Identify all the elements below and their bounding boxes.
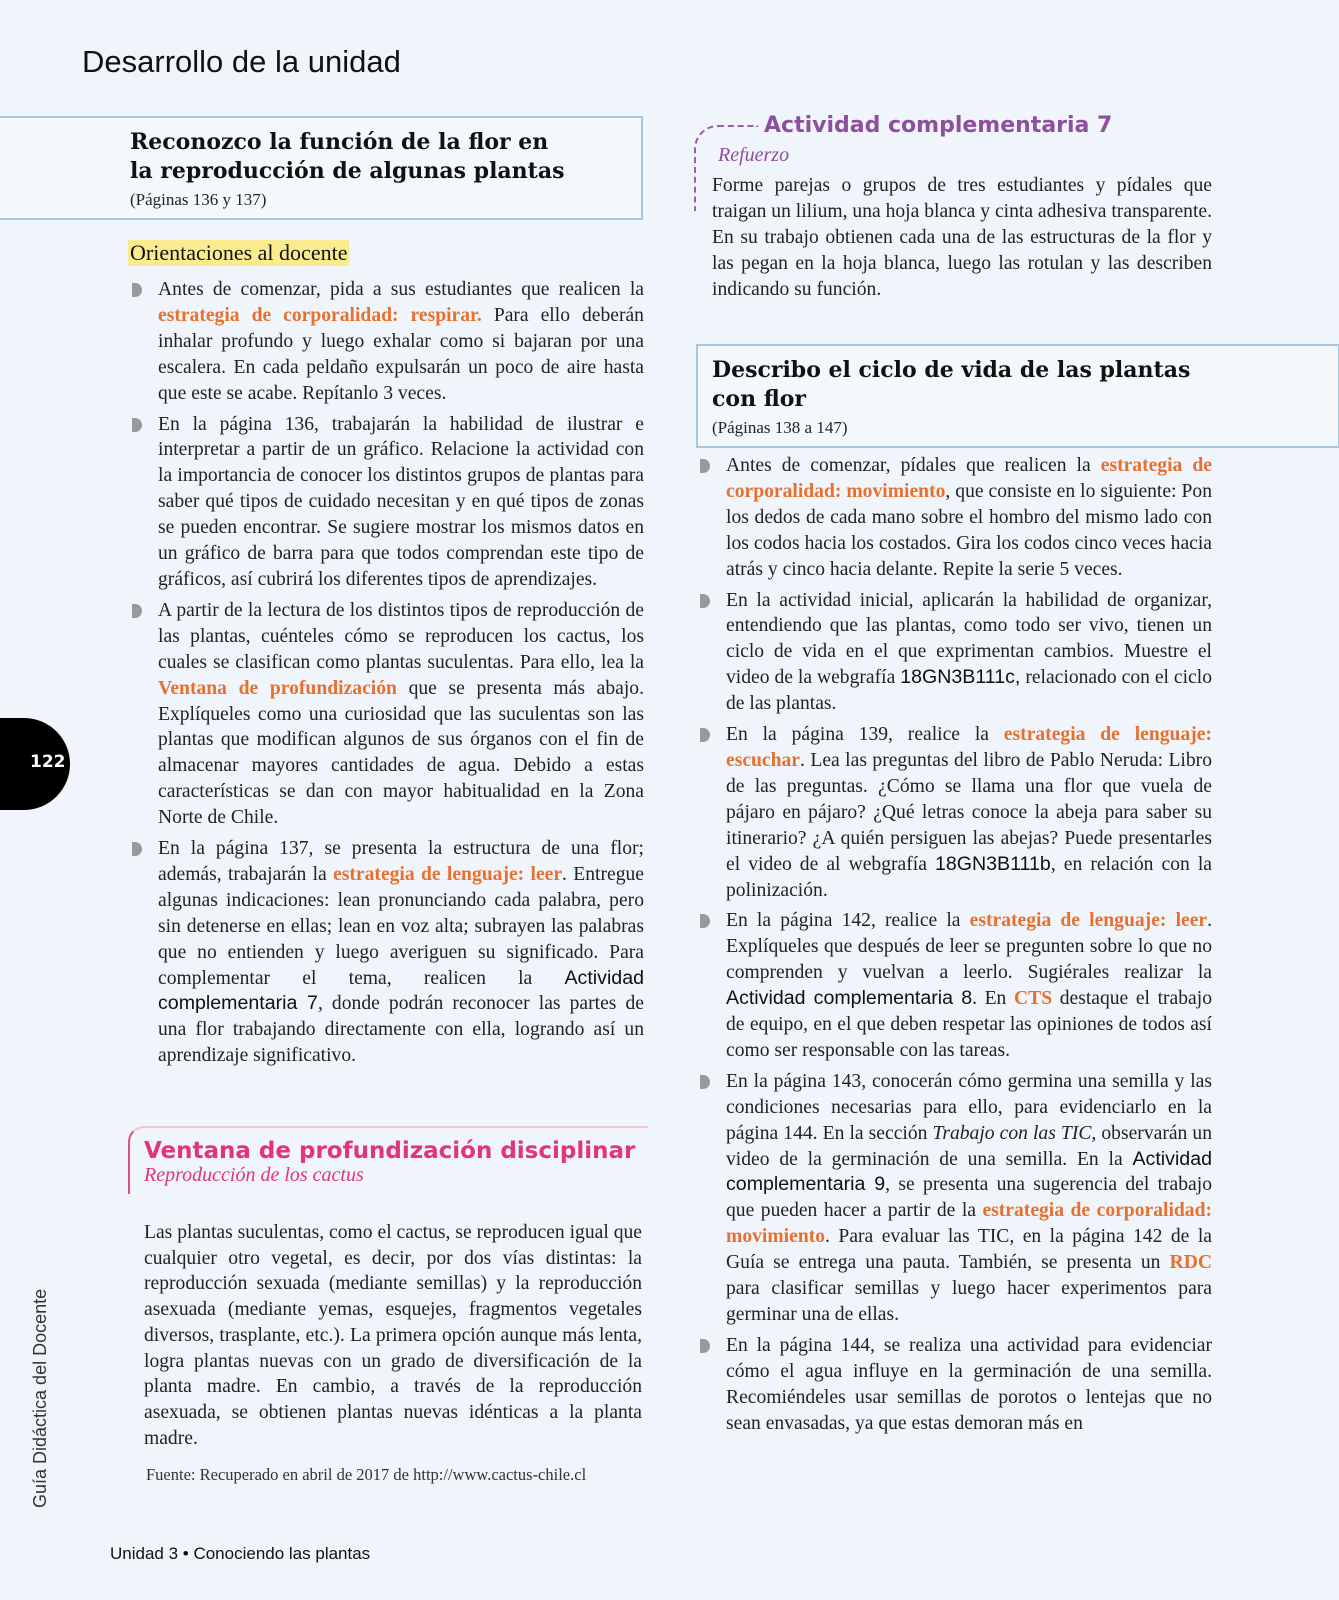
list-item: En la página 136, trabajarán la habilidad de ilustrar e interpretar a partir de un gráfico. Relacione la actividad con la importancia de conocer los distintos grupos de plantas para saber qué tipos de cuidado necesitan y en qué tipos de zonas se pueden encontrar. Se sugiere mostrar los mismos datos en un gráfico de barra para que todos comprendan este tipo de gráficos, así cubrirá los diferentes tipos de aprendizajes. [128,412,644,593]
bullet-icon [132,283,142,297]
section-2-title-line-1: Describo el ciclo de vida de las plantas [712,357,1191,383]
list-item: En la página 143, conocerán cómo germina una semilla y las condiciones necesarias para ello, para evidenciarlo en la página 144. En la sección Trabajo con las TIC, observarán un video de la germinación de una semilla. En la Actividad complementaria 9, se presenta una sugerencia del trabajo que pueden hacer a partir de la estrategia de corporalidad: movimiento. Para evaluar las TIC, en la página 142 de la Guía se entrega una pauta. También, se presenta un RDC para clasificar semillas y luego hacer experimentos para germinar una de ellas. [696,1069,1212,1328]
ventana-profundizacion [128,1126,648,1484]
strategy-highlight: estrategia de lenguaje: leer [969,910,1208,932]
section-1-pages: (Páginas 136 y 137) [130,190,267,209]
list-item: Antes de comenzar, pida a sus estudiantes que realicen la estrategia de corporalidad: respirar. Para ello deberán inhalar profundo y luego exhalar como si bajaran por una escalera. En cada peldaño expulsarán un poco de aire hasta que este se acabe. Repítanlo 3 veces. [128,277,644,407]
page-footer: Unidad 3 • Conociendo las plantas [110,1544,371,1563]
activity-reference: Actividad complementaria 7 [158,966,644,1015]
strategy-highlight: estrategia de corporalidad: movimiento [726,1200,1212,1248]
webgrafia-code: 18GN3B111c, [900,666,1021,689]
bullet-icon [132,842,142,856]
bullet-icon [700,728,710,742]
tic-section-reference: Trabajo con las TIC [932,1122,1092,1144]
bullet-icon [700,1075,710,1089]
activity-text: Forme parejas o grupos de tres estudiantes y pídales que traigan un lilium, una hoja blanca y cinta adhesiva transparente. En su trabajo obtienen cada una de las estructuras de la flor y las pegan en la hoja blanca, luego las rotulan y las describen indicando su función. [712,175,1213,300]
rdc-highlight: RDC [1169,1252,1212,1274]
bullet-icon [700,594,710,608]
list-item: Antes de comenzar, pídales que realicen la estrategia de corporalidad: movimiento, que consiste en lo siguiente: Pon los dedos de cada mano sobre el hombro del mismo lado con los codos hacia los costados. Gira los codos cinco veces hacia atrás y cinco hacia delante. Repite la serie 5 veces. [696,453,1212,583]
bullet-icon [700,1339,710,1353]
ventana-subtitle: Reproducción de los cactus [144,1164,364,1186]
list-item: En la página 144, se realiza una actividad para evidenciar cómo el agua influye en la germinación de una semilla. Recomiéndeles usar semillas de porotos o lentejas que no sean envasadas, ya que estas demoran más en [696,1333,1212,1437]
ventana-title: Ventana de profundización disciplinar [144,1138,636,1164]
bullet-icon [132,604,142,618]
list-item: En la actividad inicial, aplicarán la habilidad de organizar, entendiendo que las plantas, como todo ser vivo, tienen un ciclo de vida en el que exprimentan cambios. Muestre el video de la webgrafía 18GN3B111c, relacionado con el ciclo de las plantas. [696,588,1212,718]
activity-title: Actividad complementaria 7 [764,113,1113,138]
page-header-title: Desarrollo de la unidad [82,44,401,79]
section-1-title-line-2: la reproducción de algunas plantas [130,158,565,184]
right-bullet-list [696,453,1212,1442]
section-heading-box-1 [0,116,643,220]
strategy-highlight: estrategia de corporalidad: respirar. [158,304,482,326]
activity-reference: Actividad complementaria 9 [726,1147,1212,1196]
orientaciones-heading: Orientaciones al docente [130,240,348,265]
section-heading-box-2 [696,344,1339,448]
activity-card [696,113,1216,303]
list-item: En la página 139, realice la estrategia de lenguaje: escuchar. Lea las preguntas del libro de Pablo Neruda: Libro de las preguntas. ¿Cómo se llama una flor que vuela de pájaro en pájaro? ¿Qué letras conoce la abeja para saber su itinerario? ¿A quién persiguen las abejas? Puede presentarles el video de al webgrafía 18GN3B111b, en relación con la polinización. [696,722,1212,903]
bullet-icon [700,459,710,473]
cts-highlight: CTS [1013,988,1053,1010]
page-number: 122 [30,752,66,772]
activity-dashed-frame [694,125,758,211]
strategy-highlight: estrategia de lenguaje: leer [333,863,563,885]
list-item: En la página 137, se presenta la estructura de una flor; además, trabajarán la estrategia de lenguaje: leer. Entregue algunas indicaciones: lean pronunciando cada palabra, pero sin detenerse en ellas; lean en voz alta; subrayen las palabras que no entienden y luego averiguen su significado. Para complementar el tema, realicen la Actividad complementaria 7, donde podrán reconocer las partes de una flor trabajando directamente con ella, logrando así un aprendizaje significativo. [128,836,644,1069]
left-bullet-list [128,277,644,1074]
strategy-highlight: estrategia de corporalidad: movimiento [726,455,1212,502]
bullet-icon [700,914,710,928]
strategy-highlight: estrategia de lenguaje: escuchar [726,724,1213,771]
ventana-text: Las plantas suculentas, como el cactus, se reproducen igual que cualquier otro vegetal, es decir, por dos vías distintas: la reproducción sexuada (mediante semillas) y la reproducción asexuada (mediante yemas, esquejes, fragmentos vegetales diversos, trasplante, etc.). La primera opción aunque más lenta, logra plantas nuevas con un grado de diversificación de la planta madre. En cambio, a través de la reproducción asexuada, se obtienen plantas nuevas idénticas a la planta madre. [144,1222,642,1449]
bullet-icon [132,418,142,432]
section-2-title-line-2: con flor [712,386,806,412]
section-2-pages: (Páginas 138 a 147) [712,418,848,437]
vertical-guide-label: Guía Didáctica del Docente [30,1288,50,1508]
list-item: En la página 142, realice la estrategia de lenguaje: leer. Explíqueles que después de leer se pregunten sobre lo que no comprenden y vuelvan a leerlo. Sugiérales realizar la Actividad complementaria 8. En CTS destaque el trabajo de equipo, en el que deben respetar las opiniones de todos así como ser responsable con las tareas. [696,908,1212,1063]
list-item: A partir de la lectura de los distintos tipos de reproducción de las plantas, cuénteles cómo se reproducen los cactus, los cuales se clasifican como plantas suculentas. Para ello, lea la Ventana de profundización que se presenta más abajo. Explíqueles como una curiosidad que las suculentas son las plantas que modifican algunos de sus órganos con el fin de almacenar mayores cantidades de agua. Debido a estas características se dan con mayor habitualidad en la Zona Norte de Chile. [128,598,644,831]
ventana-source: Fuente: Recuperado en abril de 2017 de http://www.cactus-chile.cl [146,1465,587,1484]
activity-reference: Actividad complementaria 8 [726,987,973,1010]
activity-type: Refuerzo [718,144,790,166]
ventana-reference: Ventana de profundización [158,677,397,699]
webgrafia-code: 18GN3B111b [934,852,1051,875]
section-1-title-line-1: Reconozco la función de la flor en [130,129,549,155]
